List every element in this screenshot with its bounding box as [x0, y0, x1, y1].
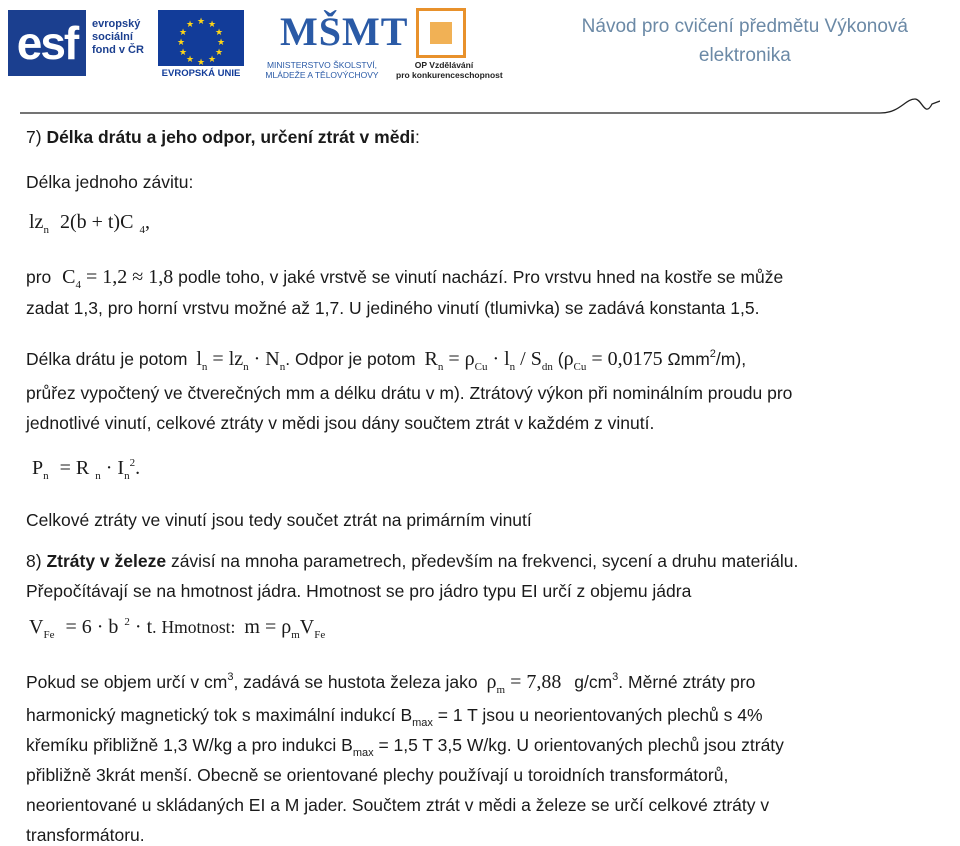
document-title — [582, 12, 908, 70]
section8-line-b: neorientované u skládaných EI a M jader. Součtem ztrát v mědi a železe se určí celkové ztráty v — [26, 795, 770, 815]
section8-line1: 8) Ztráty v železe závisí na mnoha parametrech, především na frekvenci, sycení a druhu materiálu. — [26, 551, 799, 571]
op-line2: pro konkurenceschopnost — [396, 70, 503, 80]
op-inner-icon — [430, 22, 452, 44]
section8-line-a: přibližně 3krát menší. Obecně se orientované plechy používají u toroidních transformátorů, — [26, 765, 729, 785]
op-logo — [396, 8, 503, 80]
eu-logo — [158, 10, 244, 79]
length-line2: průřez vypočtený ve čtverečných mm a délku drátu v m). Ztrátový výkon při nominálním proudu pro — [26, 383, 793, 403]
section8-line2: Přepočítávají se na hmotnost jádra. Hmotnost se pro jádro typu EI určí z objemu jádra — [26, 581, 692, 601]
section8-line-c: transformátoru. — [26, 825, 145, 845]
c4-line2: zadat 1,3, pro horní vrstvu možné až 1,7. U jediného vinutí (tlumivka) se zadává konstanta 1,5. — [26, 298, 760, 318]
msmt-logo — [252, 8, 409, 80]
c4-line: pro $C_4 = 1,2 \approx 1,8$ podle toho, v jaké vrstvě se vinutí nachází. Pro vrstvu hned na kostře se může — [26, 266, 784, 291]
density-line: Pokud se objem určí v $cm^3$, zadává se hustota železa jako $\rho_m = 7,88$ $g/cm^3$. Měrné ztráty pro — [26, 671, 756, 696]
formula-turn-length: $lz_n$ 2(b + t)C $_4$, — [29, 211, 150, 236]
silicon-line: křemíku přibližně 1,3 W/kg a pro indukci $B_{max} = 1,5$ T 3,5 W/kg. U orientovaných plechů jsou ztráty — [26, 735, 784, 759]
op-line1: OP Vzdělávání — [414, 60, 474, 70]
section7-heading: 7) Délka drátu a jeho odpor, určení ztrát v mědi: — [26, 127, 420, 147]
eu-logo-text: EVROPSKÁ UNIE — [161, 68, 241, 79]
esf-logo-text — [92, 18, 144, 57]
header-divider — [20, 96, 940, 120]
length-line3: jednotlivé vinutí, celkové ztráty v mědi jsou dány součtem ztrát v každém z vinutí. — [26, 413, 655, 433]
harmonic-line: harmonický magnetický tok s maximální indukcí $B_{max} = 1$ T jsou u neorientovaných plechů s 4% — [26, 705, 763, 729]
esf-line1: evropský — [92, 18, 141, 30]
title-line2: elektronika — [698, 45, 791, 66]
formula-volume-mass: $V_{Fe} = 6 \cdot b$ $^2$ · t. Hmotnost: $m = \rho_mV_{Fe}$ — [29, 616, 326, 641]
total-losses-line: Celkové ztráty ve vinutí jsou tedy součet ztrát na primárním vinutí — [26, 510, 532, 530]
length-resistance-line: Délka drátu je potom $l_n = lz_n \cdot N_n$. Odpor je potom $R_n = \rho_{Cu} \cdot l_n / S_{dn}$ ($\rho_{Cu} = 0,0175$ Ωmm$^2$/m), — [26, 348, 747, 373]
esf-logo — [8, 10, 148, 76]
eu-flag: ★ ★ ★ ★ ★ ★ ★ ★ ★ ★ ★ ★ — [158, 10, 244, 66]
title-line1: Návod pro cvičení předmětu Výkonová — [581, 16, 908, 37]
op-logo-text — [396, 60, 503, 80]
formula-power-loss: $P_n = R$ $_n \cdot I_n^2$. — [32, 457, 141, 482]
turn-length-label: Délka jednoho závitu: — [26, 172, 194, 192]
msmt-mark: MŠMT — [280, 9, 409, 54]
esf-line3: fond v ČR — [92, 44, 144, 56]
esf-mark: esf — [8, 10, 86, 76]
msmt-logo-text — [252, 60, 392, 80]
msmt-line1: MINISTERSTVO ŠKOLSTVÍ, — [266, 60, 378, 70]
esf-line2: sociální — [92, 31, 133, 43]
msmt-line2: MLÁDEŽE A TĚLOVÝCHOVY — [265, 70, 379, 80]
section8-heading: Ztráty v železe — [46, 551, 167, 571]
